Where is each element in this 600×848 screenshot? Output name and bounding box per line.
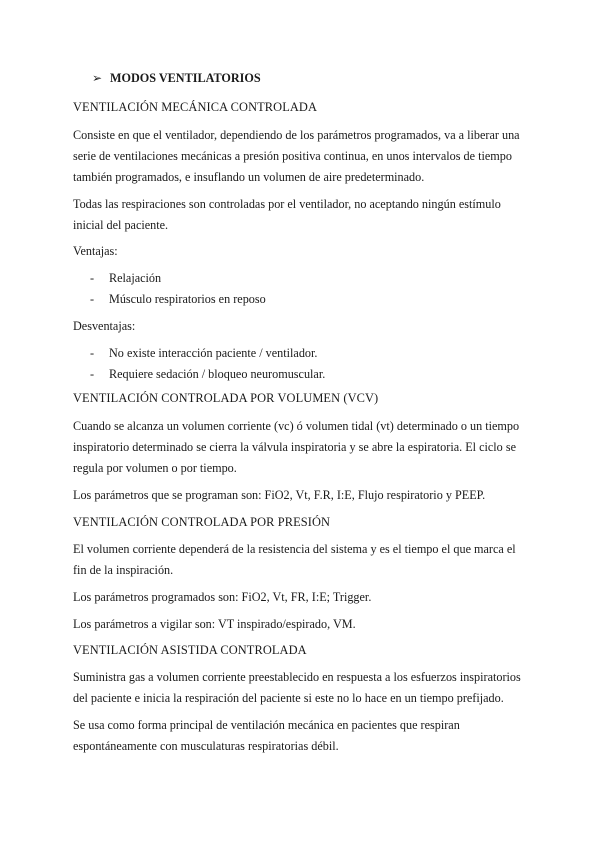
list-item xyxy=(90,345,317,361)
paragraph-line: Consiste en que el ventilador, dependiendo de los parámetros programados, va a liberar una xyxy=(73,128,520,142)
desventajas-label: Desventajas: xyxy=(73,319,136,333)
paragraph-line: inicial del paciente. xyxy=(73,218,169,232)
main-heading xyxy=(92,70,261,86)
paragraph-line: regula por volumen o por tiempo. xyxy=(73,461,237,475)
section-title-vac: VENTILACIÓN ASISTIDA CONTROLADA xyxy=(73,643,307,657)
paragraph-line: también programados, e insuflando un volumen de aire predeterminado. xyxy=(73,170,425,184)
paragraph-line: espontáneamente con musculaturas respiratorias débil. xyxy=(73,739,339,753)
section-title-vcp: VENTILACIÓN CONTROLADA POR PRESIÓN xyxy=(73,515,331,529)
main-heading-text: MODOS VENTILATORIOS xyxy=(110,71,261,85)
paragraph-line: inspiratorio determinado se cierra la válvula inspiratoria y se abre la espiratoria. El ciclo se xyxy=(73,440,516,454)
paragraph-line: El volumen corriente dependerá de la resistencia del sistema y es el tiempo el que marca el xyxy=(73,542,516,556)
list-item xyxy=(90,366,325,382)
dash-bullet-icon: - xyxy=(90,292,95,306)
section-title-vcv: VENTILACIÓN CONTROLADA POR VOLUMEN (VCV) xyxy=(73,391,379,405)
list-item-text: No existe interacción paciente / ventilador. xyxy=(109,346,318,360)
paragraph-line: Todas las respiraciones son controladas por el ventilador, no aceptando ningún estímulo xyxy=(73,197,501,211)
list-item-text: Requiere sedación / bloqueo neuromuscular. xyxy=(109,367,326,381)
dash-bullet-icon: - xyxy=(90,346,95,360)
section-title-vmc: VENTILACIÓN MECÁNICA CONTROLADA xyxy=(73,100,318,114)
list-item xyxy=(90,270,161,286)
paragraph-line: serie de ventilaciones mecánicas a presión positiva continua, en unos intervalos de tiempo xyxy=(73,149,512,163)
paragraph-line: Los parámetros a vigilar son: VT inspirado/espirado, VM. xyxy=(73,617,356,631)
list-item xyxy=(90,291,266,307)
paragraph-line: Cuando se alcanza un volumen corriente (vc) ó volumen tidal (vt) determinado o un tiempo xyxy=(73,419,520,433)
list-item-text: Relajación xyxy=(109,271,162,285)
dash-bullet-icon: - xyxy=(90,271,95,285)
paragraph-line: Los parámetros programados son: FiO2, Vt, FR, I:E; Trigger. xyxy=(73,590,372,604)
paragraph-line: Se usa como forma principal de ventilación mecánica en pacientes que respiran xyxy=(73,718,460,732)
ventajas-label: Ventajas: xyxy=(73,244,118,258)
paragraph-line: Suministra gas a volumen corriente preestablecido en respuesta a los esfuerzos inspiratorios xyxy=(73,670,521,684)
arrow-bullet-icon: ➢ xyxy=(92,71,103,85)
paragraph-line: Los parámetros que se programan son: FiO2, Vt, F.R, I:E, Flujo respiratorio y PEEP. xyxy=(73,488,486,502)
dash-bullet-icon: - xyxy=(90,367,95,381)
paragraph-line: fin de la inspiración. xyxy=(73,563,174,577)
list-item-text: Músculo respiratorios en reposo xyxy=(109,292,266,306)
paragraph-line: del paciente e inicia la respiración del paciente si este no lo hace en un tiempo prefijado. xyxy=(73,691,504,705)
